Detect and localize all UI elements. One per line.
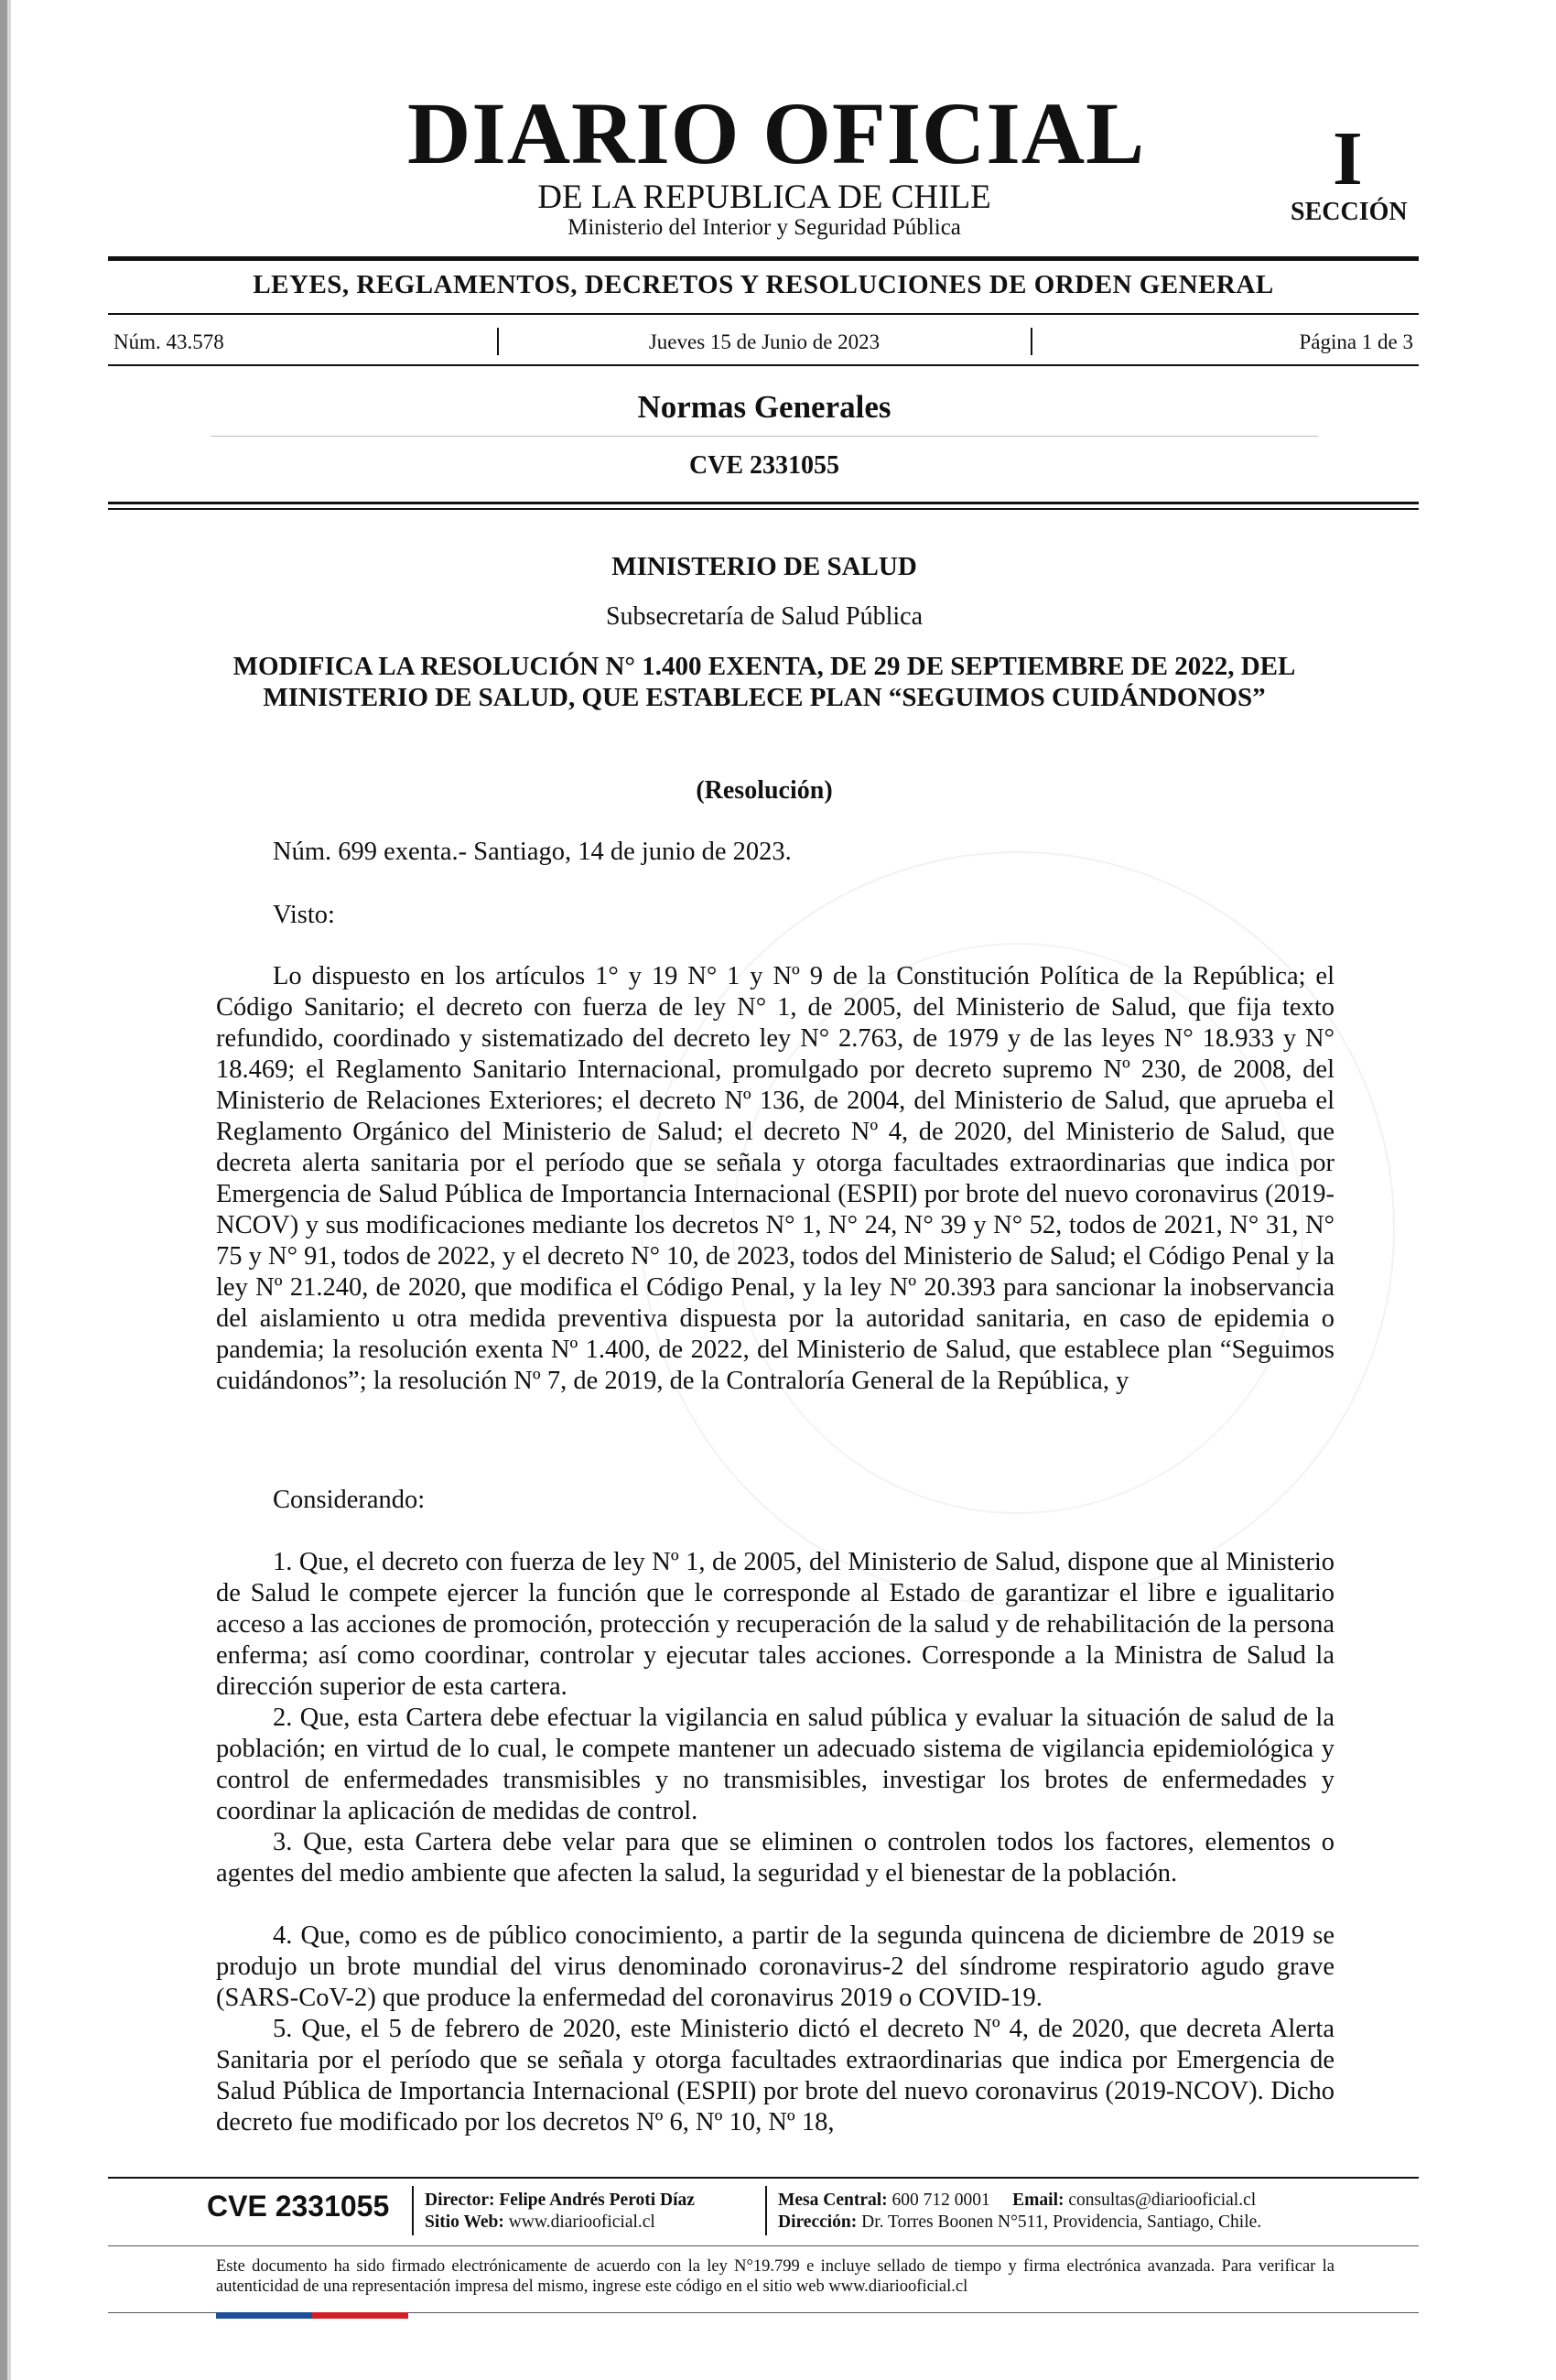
director-label: Director: bbox=[425, 2191, 495, 2210]
header-rule-thin bbox=[108, 508, 1419, 510]
newspaper-title: DIARIO OFICIAL bbox=[407, 84, 1146, 182]
header-rule-thick bbox=[108, 502, 1419, 504]
page-edge bbox=[0, 0, 7, 2380]
flag-stripe-blue bbox=[216, 2312, 312, 2319]
section-heading: Normas Generales bbox=[637, 389, 891, 425]
phone-label: Mesa Central: bbox=[778, 2191, 888, 2210]
phone-number: 600 712 0001 bbox=[891, 2191, 990, 2210]
considerando-item: 3. Que, esta Cartera debe velar para que se eliminen o controlen todos los factores, elementos o agentes del medio ambiente que afecten la salud, la seguridad y el bienestar de la población. bbox=[216, 1828, 1334, 1888]
footer-rule-top bbox=[108, 2177, 1419, 2179]
email-label: Email: bbox=[1012, 2191, 1064, 2210]
section-label: SECCIÓN bbox=[1291, 198, 1408, 226]
masthead-rule-bottom bbox=[108, 313, 1419, 315]
masthead-rule-top bbox=[108, 256, 1419, 261]
resolution-title: MODIFICA LA RESOLUCIÓN N° 1.400 EXENTA, DE 29 DE SEPTIEMBRE DE 2022, DEL MINISTERIO DE SALUD, QUE ESTABLECE PLAN “SEGUIMOS CUIDÁNDONOS” bbox=[232, 652, 1296, 712]
band-title: LEYES, REGLAMENTOS, DECRETOS Y RESOLUCIONES DE ORDEN GENERAL bbox=[253, 270, 1274, 299]
footer-signature-note: Este documento ha sido firmado electrónicamente de acuerdo con la ley N°19.799 e incluye sellado de tiempo y firma electrónica avanzada. Para verificar la autenticidad de una representación impresa del mismo, ingrese este código en el sitio web www.diariooficial.cl bbox=[216, 2257, 1334, 2296]
footer-cve: CVE 2331055 bbox=[207, 2190, 390, 2223]
cve-code: CVE 2331055 bbox=[688, 451, 840, 480]
visto-heading: Visto: bbox=[273, 901, 335, 929]
considerando-heading: Considerando: bbox=[273, 1486, 426, 1514]
issue-date: Jueves 15 de Junio de 2023 bbox=[648, 330, 881, 353]
web-link[interactable]: www.diariooficial.cl bbox=[508, 2212, 655, 2232]
footer-director bbox=[425, 2190, 695, 2234]
subsecretaria: Subsecretaría de Salud Pública bbox=[605, 602, 923, 631]
resolution-number-line: Núm. 699 exenta.- Santiago, 14 de junio de 2023. bbox=[273, 838, 792, 866]
address-text: Dr. Torres Boonen N°511, Providencia, Santiago, Chile. bbox=[861, 2212, 1262, 2232]
considerando-item: 4. Que, como es de público conocimiento, a partir de la segunda quincena de diciembre de 2019 se produjo un brote mundial del virus denominado coronavirus-2 del síndrome respiratorio agudo grave (SARS-CoV-2) que produce la enfermedad del coronavirus 2019 o COVID-19. bbox=[216, 1921, 1334, 2012]
footer-contact bbox=[778, 2190, 1261, 2234]
newspaper-ministry: Ministerio del Interior y Seguridad Pública bbox=[567, 215, 961, 240]
meta-divider bbox=[1031, 328, 1032, 355]
meta-rule bbox=[108, 364, 1419, 366]
resolution-type: (Resolución) bbox=[696, 776, 833, 805]
flag-stripe-red bbox=[312, 2312, 408, 2319]
footer-divider bbox=[412, 2186, 414, 2235]
director-name: Felipe Andrés Peroti Díaz bbox=[499, 2191, 695, 2210]
page-edge-shadow bbox=[7, 0, 11, 2380]
considerando-item: 5. Que, el 5 de febrero de 2020, este Ministerio dictó el decreto Nº 4, de 2020, que decreta Alerta Sanitaria por el período que se señala y otorga facultades extraordinarias que indica por Emergencia de Salud Pública de Importancia Internacional (ESPII) por brote del nuevo coronavirus (2019-NCOV). Dicho decreto fue modificado por los decretos Nº 6, Nº 10, Nº 18, bbox=[216, 2015, 1334, 2137]
section-divider bbox=[211, 436, 1318, 437]
footer-rule-mid bbox=[108, 2245, 1419, 2246]
section-number: I bbox=[1333, 116, 1363, 201]
address-label: Dirección: bbox=[778, 2212, 858, 2232]
issue-number: Núm. 43.578 bbox=[113, 330, 224, 353]
newspaper-subtitle: DE LA REPUBLICA DE CHILE bbox=[537, 178, 991, 216]
page-indicator: Página 1 de 3 bbox=[1299, 330, 1413, 353]
considerando-item: 2. Que, esta Cartera debe efectuar la vigilancia en salud pública y evaluar la situación de salud de la población; en virtud de lo cual, le compete mantener un adecuado sistema de vigilancia epidemiológica y control de enfermedades transmisibles y no transmisibles, investigar los brotes de enfermedades y coordinar la aplicación de medidas de control. bbox=[216, 1704, 1334, 1825]
web-label: Sitio Web: bbox=[425, 2212, 504, 2232]
email-link[interactable]: consultas@diariooficial.cl bbox=[1068, 2191, 1257, 2210]
visto-text: Lo dispuesto en los artículos 1° y 19 N° 1 y Nº 9 de la Constitución Política de la República; el Código Sanitario; el decreto con fuerza de ley N° 1, de 2005, del Ministerio de Salud, que fija texto refundido, coordinado y sistematizado del decreto ley N° 2.763, de 1979 y de las leyes N° 18.933 y N° 18.469; el Reglamento Sanitario Internacional, promulgado por decreto supremo Nº 230, de 2008, del Ministerio de Relaciones Exteriores; el decreto Nº 136, de 2004, del Ministerio de Salud, que aprueba el Reglamento Orgánico del Ministerio de Salud; el decreto Nº 4, de 2020, del Ministerio de Salud, que decreta alerta sanitaria por el período que se señala y otorga facultades extraordinarias que indica por Emergencia de Salud Pública de Importancia Internacional (ESPII) por brote del nuevo coronavirus (2019-NCOV) y sus modificaciones mediante los decretos N° 1, N° 24, N° 39 y N° 52, todos de 2021, N° 31, N° 75 y N° 91, todos de 2022, y el decreto N° 10, de 2023, todos del Ministerio de Salud; el Código Penal y la ley Nº 21.240, de 2020, que modifica el Código Penal, y la ley Nº 20.393 para sancionar la inobservancia del aislamiento u otra medida preventiva dispuesta por la autoridad sanitaria, en caso de epidemia o pandemia; la resolución exenta Nº 1.400, de 2022, del Ministerio de Salud, que establece plan “Seguimos cuidándonos”; la resolución Nº 7, de 2019, de la Contraloría General de la República, y bbox=[216, 962, 1335, 1395]
issuing-ministry: MINISTERIO DE SALUD bbox=[611, 552, 917, 581]
considerando-item: 1. Que, el decreto con fuerza de ley Nº 1, de 2005, del Ministerio de Salud, dispone que al Ministerio de Salud le compete ejercer la función que le corresponde al Estado de garantizar el libre e igualitario acceso a las acciones de promoción, protección y recuperación de la salud y de rehabilitación de la persona enferma; así como coordinar, controlar y ejecutar tales acciones. Corresponde a la Ministra de Salud la dirección superior de esta cartera. bbox=[216, 1548, 1334, 1701]
footer-divider bbox=[765, 2186, 767, 2235]
